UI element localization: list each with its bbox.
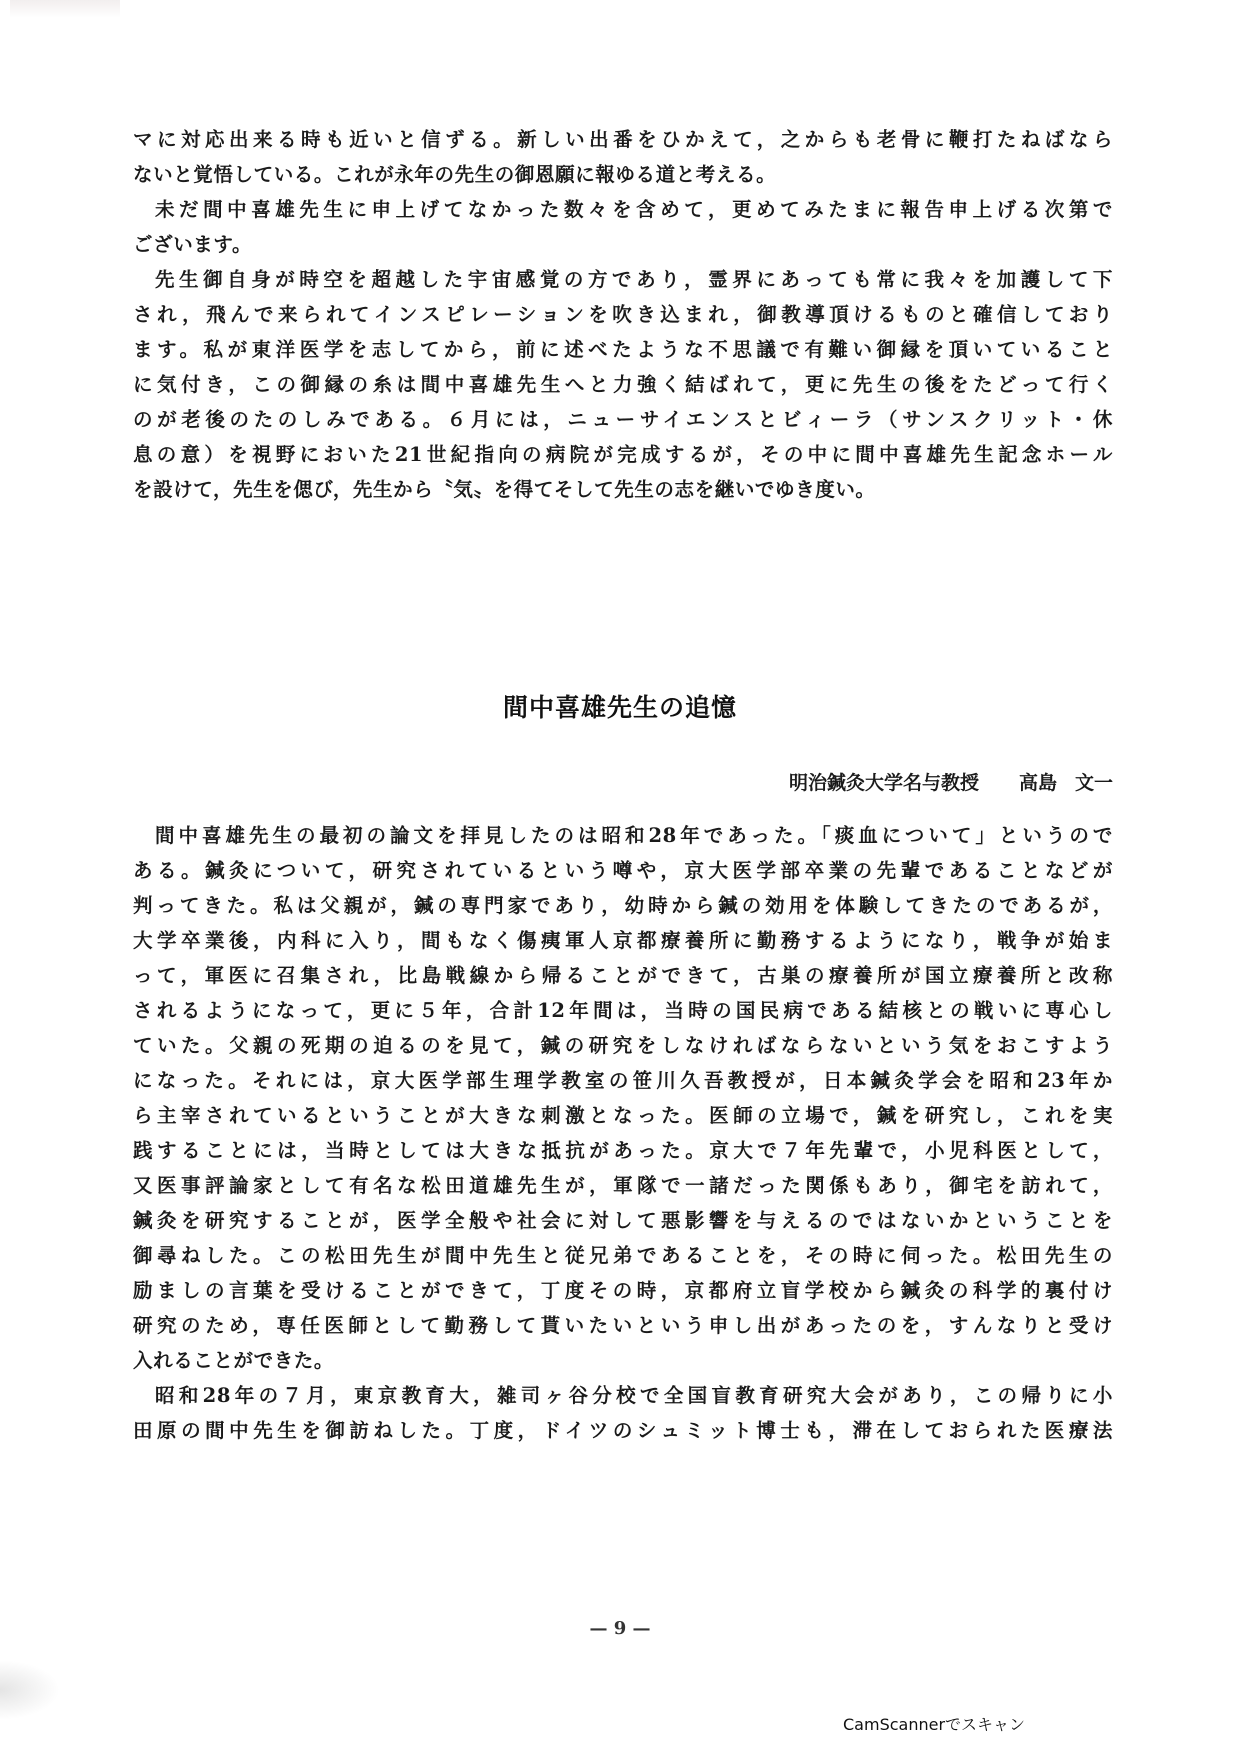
text-line: 判ってきた。私は父親が，鍼の専門家であり，幼時から鍼の効用を体験してきたのであるが， — [133, 894, 1113, 917]
text-line: ございます。 — [133, 233, 253, 256]
text-line: 間中喜雄先生の最初の論文を拝見したのは昭和28年であった。「痰血について」というので — [155, 824, 1113, 847]
text-line: になった。それには，京大医学部生理学教室の笹川久吾教授が，日本鍼灸学会を昭和23年か — [133, 1069, 1113, 1092]
text-line: ていた。父親の死期の迫るのを見て，鍼の研究をしなければならないという気をおこすよう — [133, 1034, 1113, 1057]
previous-article-continuation — [133, 122, 1113, 507]
text-line: 大学卒業後，内科に入り，間もなく傷痍軍人京都療養所に勤務するようになり，戦争が始ま — [133, 929, 1113, 952]
text-line: 先生御自身が時空を超越した宇宙感覚の方であり，霊界にあっても常に我々を加護して下 — [155, 268, 1113, 291]
text-line: のが老後のたのしみである。６月には，ニューサイエンスとビィーラ（サンスクリット・休 — [133, 408, 1113, 431]
text-line: 御尋ねした。この松田先生が間中先生と従兄弟であることを，その時に伺った。松田先生の — [133, 1244, 1113, 1267]
text-line: 昭和28年の７月，東京教育大，雑司ヶ谷分校で全国盲教育研究大会があり，この帰りに小 — [155, 1384, 1113, 1407]
text-line: ないと覚悟している。これが永年の先生の御恩願に報ゆる道と考える。 — [133, 163, 777, 186]
page-number: — 9 — — [589, 1618, 651, 1639]
author-affiliation: 明治鍼灸大学名与教授 — [788, 772, 979, 794]
scan-shadow — [0, 1660, 60, 1720]
text-line: 研究のため，専任医師として勤務して貰いたいという申し出があったのを，すんなりと受け — [133, 1314, 1113, 1337]
scanner-watermark: CamScannerでスキャン — [843, 1715, 1026, 1734]
text-line: ある。鍼灸について，研究されているという噂や，京大医学部卒業の先輩であることなどが — [133, 859, 1113, 882]
text-line: 未だ間中喜雄先生に申上げてなかった数々を含めて，更めてみたまに報告申上げる次第で — [155, 198, 1113, 221]
author-byline — [789, 768, 1113, 795]
text-line: マに対応出来る時も近いと信ずる。新しい出番をひかえて，之からも老骨に鞭打たねばなら — [133, 128, 1113, 151]
article-body — [133, 818, 1113, 1448]
text-line: 息の意）を視野においた21世紀指向の病院が完成するが，その中に間中喜雄先生記念ホール — [133, 443, 1113, 466]
text-line: って，軍医に召集され，比島戦線から帰ることができて，古巣の療養所が国立療養所と改称 — [133, 964, 1113, 987]
text-line: され，飛んで来られてインスピレーションを吹き込まれ，御教導頂けるものと確信しており — [133, 303, 1113, 326]
text-line: 励ましの言葉を受けることができて，丁度その時，京都府立盲学校から鍼灸の科学的裏付け — [133, 1279, 1113, 1302]
text-line: ます。私が東洋医学を志してから，前に述べたような不思議で有難い御縁を頂いていること — [133, 338, 1113, 361]
text-line: 又医事評論家として有名な松田道雄先生が，軍隊で一諸だった関係もあり，御宅を訪れて， — [133, 1174, 1113, 1197]
text-line: されるようになって，更に５年，合計12年間は，当時の国民病である結核との戦いに専心し — [133, 999, 1113, 1022]
author-given-name: 文一 — [1074, 772, 1113, 794]
article-title: 間中喜雄先生の追憶 — [502, 693, 737, 722]
text-line: を設けて，先生を偲び，先生から〝気〟を得てそして先生の志を継いでゆき度い。 — [133, 478, 876, 501]
text-line: ら主宰されているということが大きな刺激となった。医師の立場で，鍼を研究し，これを実 — [133, 1104, 1113, 1127]
author-family-name: 高島 — [1018, 772, 1057, 794]
text-line: 鍼灸を研究することが，医学全般や社会に対して悪影響を与えるのではないかということを — [133, 1209, 1113, 1232]
text-line: 践することには，当時としては大きな抵抗があった。京大で７年先輩で，小児科医として， — [133, 1139, 1113, 1162]
scan-shadow — [10, 0, 120, 18]
text-line: に気付き，この御縁の糸は間中喜雄先生へと力強く結ばれて，更に先生の後をたどって行く — [133, 373, 1113, 396]
text-line: 入れることができた。 — [133, 1349, 335, 1372]
text-line: 田原の間中先生を御訪ねした。丁度，ドイツのシュミット博士も，滞在しておられた医療法 — [133, 1419, 1113, 1442]
